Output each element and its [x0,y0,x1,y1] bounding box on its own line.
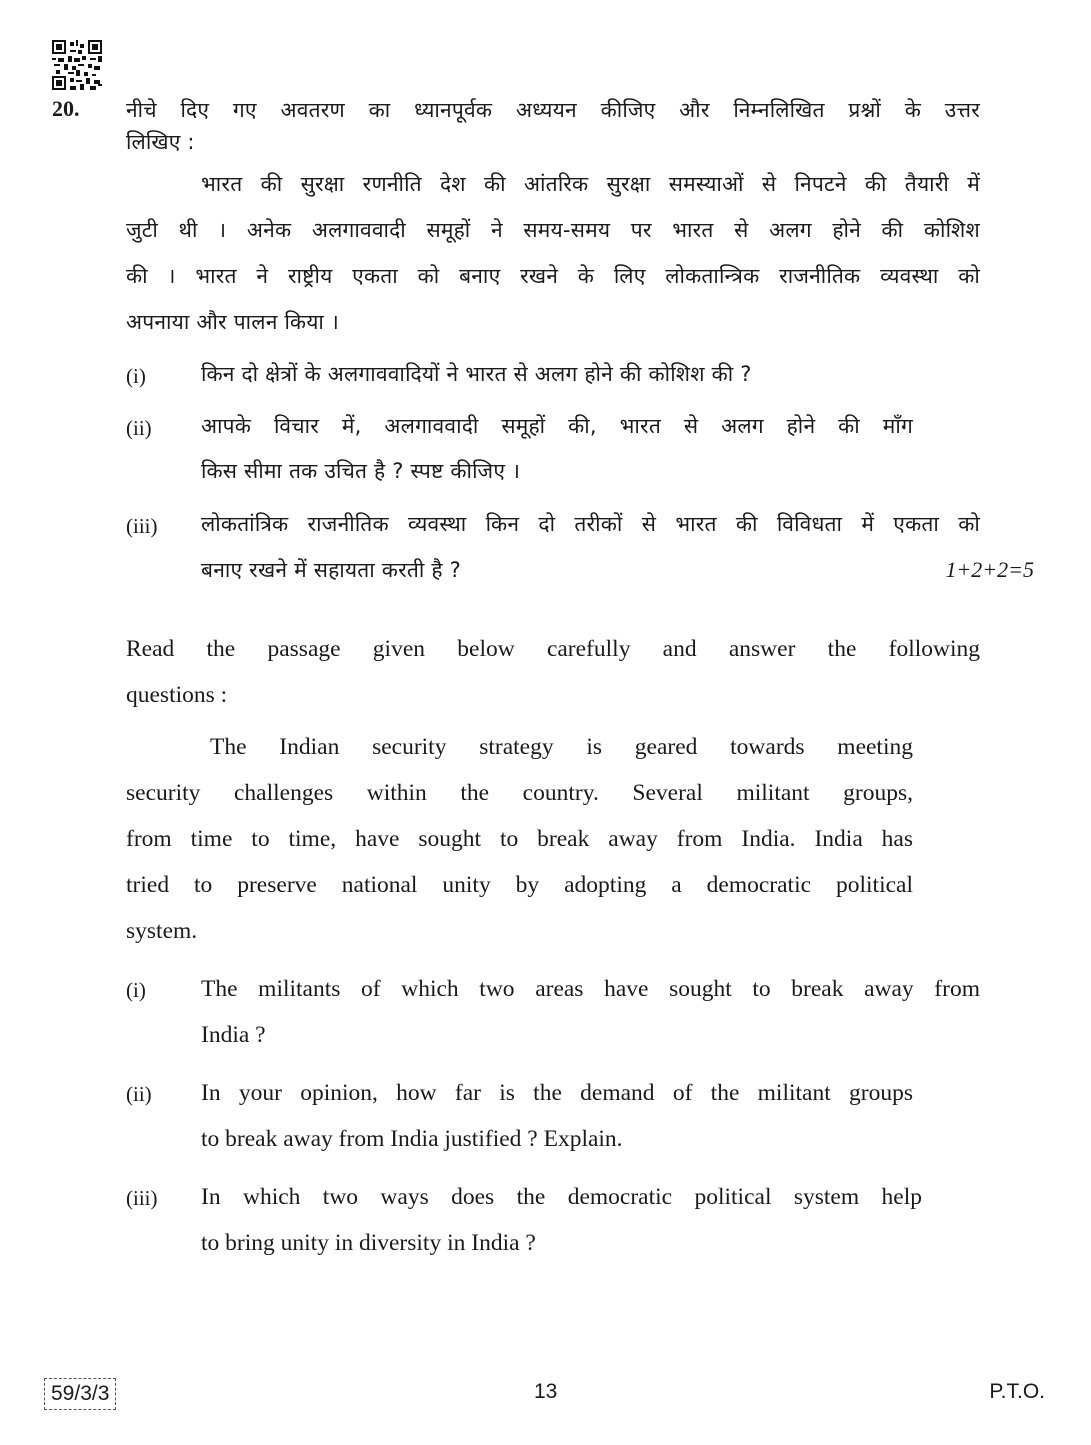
marks-distribution: 1+2+2=5 [945,557,1034,582]
hindi-passage-line-1: भारत की सुरक्षा रणनीति देश की आंतरिक सुरक्षा समस्याओं से निपटने की तैयारी में [201,172,980,196]
hindi-q3-number: (iii) [126,514,158,538]
english-instruction-line-1: Read the passage given below carefully and answer the following [126,636,980,662]
english-passage-line-2: security challenges within the country. Several militant groups, [126,780,913,806]
english-passage-line-3: from time to time, have sought to break away from India. India has [126,826,913,852]
english-passage-line-5: system. [126,918,198,944]
hindi-passage-line-3: की । भारत ने राष्ट्रीय एकता को बनाए रखने के लिए लोकतान्त्रिक राजनीतिक व्यवस्था को [126,264,980,288]
english-q3-text-line-2: to bring unity in diversity in India ? [201,1230,536,1256]
english-q2-number: (ii) [126,1082,152,1106]
hindi-q2-number: (ii) [126,416,152,440]
question-number: 20. [52,96,80,121]
english-q1-text-line-1: The militants of which two areas have sought to break away from [201,976,980,1002]
english-passage-line-1: The Indian security strategy is geared towards meeting [210,734,913,760]
page-number: 13 [534,1380,558,1403]
english-q1-text-line-2: India ? [201,1022,266,1048]
hindi-instruction-line-1: नीचे दिए गए अवतरण का ध्यानपूर्वक अध्ययन कीजिए और निम्नलिखित प्रश्नों के उत्तर [126,98,980,122]
hindi-instruction-line-2: लिखिए : [126,130,195,154]
english-q3-text-line-1: In which two ways does the democratic political system help [201,1184,922,1210]
qr-code [52,40,102,90]
hindi-q1-text: किन दो क्षेत्रों के अलगाववादियों ने भारत से अलग होने की कोशिश की ? [201,362,752,386]
paper-code: 59/3/3 [44,1378,116,1410]
english-instruction-line-2: questions : [126,682,228,708]
english-q2-text-line-2: to break away from India justified ? Explain. [201,1126,623,1152]
hindi-q2-text-line-2: किस सीमा तक उचित है ? स्पष्ट कीजिए । [201,459,521,483]
please-turn-over: P.T.O. [989,1380,1045,1403]
english-q1-number: (i) [126,978,146,1002]
hindi-q3-text-line-1: लोकतांत्रिक राजनीतिक व्यवस्था किन दो तरीकों से भारत की विविधता में एकता को [201,512,980,536]
hindi-q2-text-line-1: आपके विचार में, अलगाववादी समूहों की, भारत से अलग होने की माँग [201,414,913,438]
hindi-q1-number: (i) [126,364,146,388]
hindi-passage-line-2: जुटी थी । अनेक अलगाववादी समूहों ने समय-समय पर भारत से अलग होने की कोशिश [126,218,980,242]
hindi-passage-line-4: अपनाया और पालन किया । [126,310,340,334]
english-q3-number: (iii) [126,1186,158,1210]
hindi-q3-text-line-2: बनाए रखने में सहायता करती है ? [201,558,461,582]
english-q2-text-line-1: In your opinion, how far is the demand of the militant groups [201,1080,913,1106]
english-passage-line-4: tried to preserve national unity by adopting a democratic political [126,872,913,898]
